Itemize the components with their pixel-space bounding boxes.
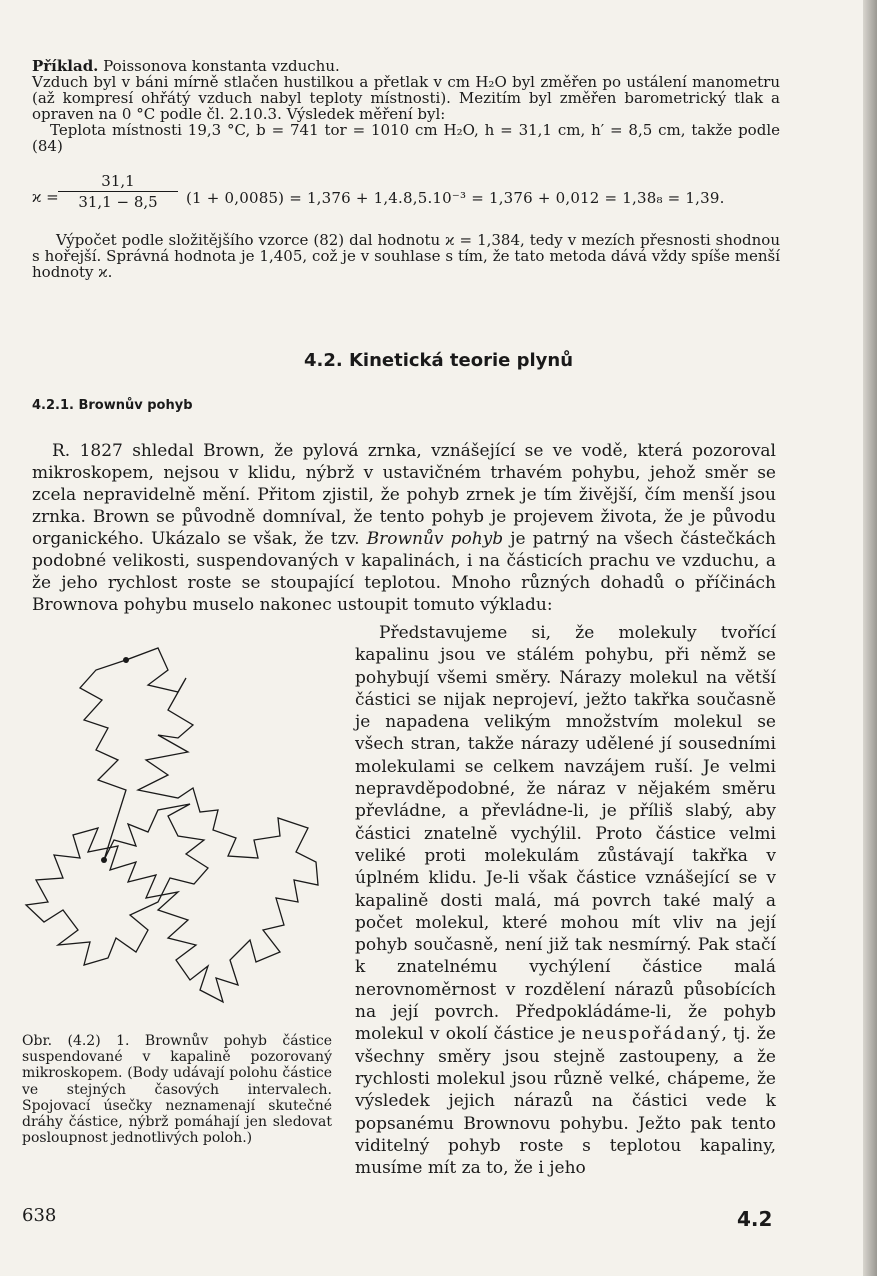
example-title: Poissonova konstanta vzduchu. <box>98 57 340 75</box>
body-paragraph-2 <box>355 622 776 1179</box>
brownian-motion-term: Brownův pohyb <box>366 529 504 549</box>
disordered-term: neuspořádaný <box>581 1024 722 1045</box>
formula-lhs: ϰ = <box>32 188 59 206</box>
formula-fraction <box>58 172 178 211</box>
section-marker: 4.2 <box>737 1207 773 1231</box>
example-label: Příklad. <box>32 57 99 75</box>
body-p1-text-a: R. 1827 shledal Brown, že pylová zrnka, vznášející se ve vodě, která pozoroval mikroskopem, nejsou v klidu, nýbrž v ustavičném trhavém pohybu, jehož směr se zcela nepravidelně mění. Přitom zjistil, že pohyb zrnek je tím živější, čím menší jsou zrnka. Brown se původně domníval, že tento pohyb je projevem života, že je původu organického. Ukázalo se však, že tzv. <box>32 441 776 549</box>
section-title: 4.2. Kinetická teorie plynů <box>303 350 574 371</box>
page-number: 638 <box>22 1205 57 1226</box>
brownian-start-point <box>123 657 129 663</box>
body-paragraph-1 <box>32 440 776 616</box>
example-measurements: Teplota místnosti 19,3 °C, b = 741 tor = 1010 cm H₂O, h = 31,1 cm, h′ = 8,5 cm, takže podle (84) <box>32 121 780 155</box>
brownian-motion-figure <box>18 640 348 1020</box>
brownian-end-point <box>101 857 107 863</box>
body-p2-text-b: , tj. že všechny směry jsou stejně zastoupeny, a že rychlosti molekul jsou různě velké, chápeme, že výsledek jejich nárazů na částici vede k popsanému Brownovu pohybu. Ježto pak tento viditelný pohyb roste s teplotou kapaliny, musíme mít za to, že i jeho <box>355 1024 776 1179</box>
example-block <box>32 58 780 154</box>
result-paragraph: Výpočet podle složitějšího vzorce (82) dal hodnotu ϰ = 1,384, tedy v mezích přesnosti shodnou s hořejší. Správná hodnota je 1,405, což je v souhlase s tím, že tato metoda dává vždy spíše menší hodnoty ϰ. <box>32 231 780 281</box>
page-edge-shadow <box>863 0 877 1276</box>
example-description: Vzduch byl v báni mírně stlačen hustilkou a přetlak v cm H₂O byl změřen po ustálení manometru (až kompresí ohřátý vzduch nabyl teploty místnosti). Mezitím byl změřen barometrický tlak a opraven na 0 °C podle čl. 2.10.3. Výsledek měření byl: <box>32 73 780 123</box>
brownian-path <box>26 648 318 1002</box>
figure-caption: Obr. (4.2) 1. Brownův pohyb částice suspendované v kapalině pozorovaný mikroskopem. (Body udávají polohu částice ve stejných časových intervalech. Spojovací úsečky neznamenají skutečné dráhy částice, nýbrž pomáhají jen sledovat posloupnost jednotlivých poloh.) <box>22 1033 332 1147</box>
body-p1-text-b: je patrný na všech částečkách podobné velikosti, suspendovaných v kapalinách, i na částicích prachu ve vzduchu, a že jeho rychlost roste se stoupající teplotou. Mnoho různých dohadů o příčinách Brownova pohybu muselo nakonec ustoupit tomuto výkladu: <box>32 529 776 615</box>
formula-numerator: 31,1 <box>58 172 178 192</box>
formula-denominator: 31,1 − 8,5 <box>78 193 158 211</box>
example-heading <box>32 58 780 74</box>
subsection-title: 4.2.1. Brownův pohyb <box>32 398 193 413</box>
formula-rhs: (1 + 0,0085) = 1,376 + 1,4.8,5.10⁻³ = 1,376 + 0,012 = 1,38₈ = 1,39. <box>186 189 725 207</box>
body-p2-text-a: Představujeme si, že molekuly tvořící kapalinu jsou ve stálém pohybu, při němž se pohybují všemi směry. Nárazy molekul na větší částici se nijak neprojeví, ježto takřka současně je napadena velikým množstvím molekul se všech stran, takže nárazy udělené jí sousedními molekulami se celkem navzájem ruší. Je velmi nepravděpodobné, že náraz v nějakém směru převládne, a převládne-li, je příliš slabý, aby částici znatelně vychýlil. Proto částice velmi veliké proti molekulám zůstávají takřka v úplném klidu. Je-li však částice vznášející se v kapalině dosti malá, má povrch také malý a počet molekul, které mohou mít vliv na její pohyb současně, není již tak nesmírný. Pak stačí k znatelnému vychýlení částice malá nerovnoměrnost v rozdělení nárazů působících na její povrch. Předpokládáme-li, že pohyb molekul v okolí částice je <box>355 623 776 1045</box>
poisson-formula <box>32 172 782 220</box>
